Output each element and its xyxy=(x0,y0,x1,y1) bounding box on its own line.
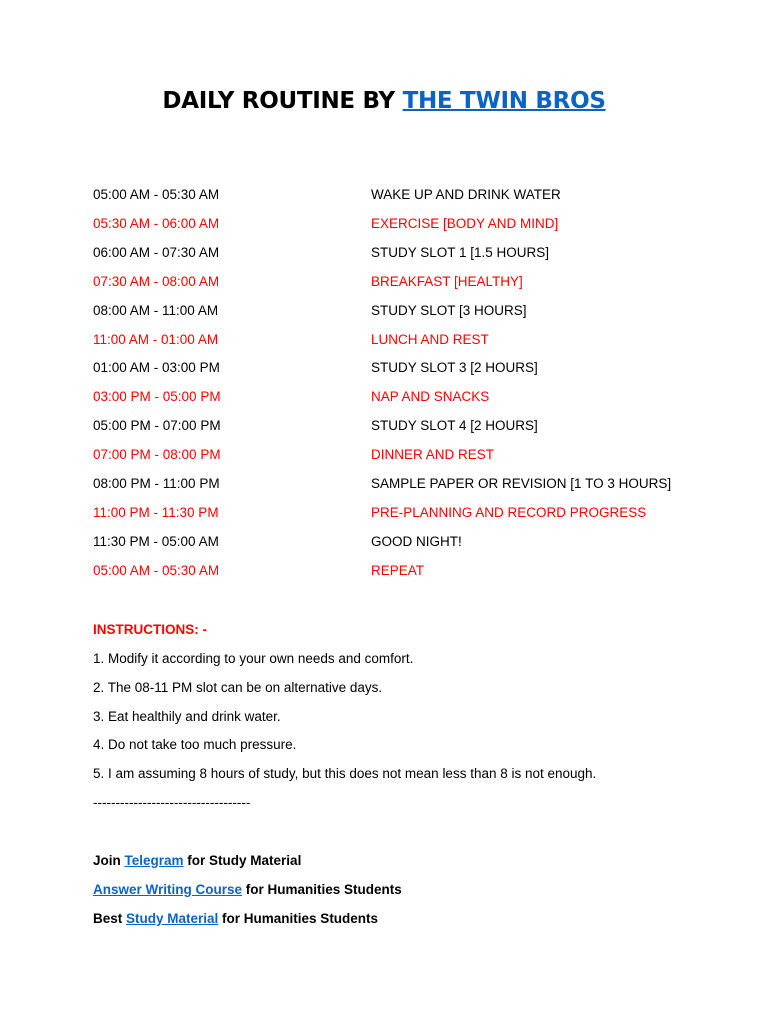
title-prefix: DAILY ROUTINE BY xyxy=(162,88,403,114)
schedule-activity: LUNCH AND REST xyxy=(371,331,489,347)
schedule-activity: STUDY SLOT 1 [1.5 HOURS] xyxy=(371,244,550,260)
schedule-activity: WAKE UP AND DRINK WATER xyxy=(371,187,561,202)
schedule-time: 03:00 PM - 05:00 PM xyxy=(93,389,221,405)
schedule-activity: REPEAT xyxy=(371,562,425,578)
course-promo-after: for Humanities Students xyxy=(242,882,402,897)
schedule-time: 05:00 AM - 05:30 AM xyxy=(93,562,220,578)
schedule-time: 11:00 AM - 01:00 AM xyxy=(93,331,219,347)
schedule-activity: BREAKFAST [HEALTHY] xyxy=(371,273,523,289)
telegram-promo-before: Join xyxy=(93,853,125,868)
telegram-link[interactable]: Telegram xyxy=(124,853,184,868)
schedule-activity: STUDY SLOT 4 [2 HOURS] xyxy=(371,418,538,434)
instruction-item-3: 3. Eat healthily and drink water. xyxy=(93,709,281,724)
instructions-heading: INSTRUCTIONS: - xyxy=(93,622,207,637)
instruction-item-5: 5. I am assuming 8 hours of study, but this does not mean less than 8 is not enough. xyxy=(93,766,597,781)
answer-writing-course-link[interactable]: Answer Writing Course xyxy=(93,882,243,897)
schedule-time: 08:00 PM - 11:00 PM xyxy=(93,476,220,491)
schedule-activity: DINNER AND REST xyxy=(371,447,495,463)
divider: ----------------------------------- xyxy=(93,795,251,810)
schedule-time: 08:00 AM - 11:00 AM xyxy=(93,302,219,318)
telegram-promo-after: for Study Material xyxy=(183,853,302,868)
schedule-activity: STUDY SLOT 3 [2 HOURS] xyxy=(371,360,538,376)
schedule-activity: PRE-PLANNING AND RECORD PROGRESS xyxy=(371,504,647,520)
schedule-time: 11:30 PM - 05:00 AM xyxy=(93,533,219,549)
material-promo xyxy=(93,909,378,929)
schedule-time: 06:00 AM - 07:30 AM xyxy=(93,244,220,260)
schedule-time: 11:00 PM - 11:30 PM xyxy=(93,504,219,520)
schedule-activity: NAP AND SNACKS xyxy=(371,389,490,405)
instruction-item-2: 2. The 08-11 PM slot can be on alternative days. xyxy=(93,680,383,695)
schedule-time: 07:30 AM - 08:00 AM xyxy=(93,273,220,289)
schedule-time: 05:00 PM - 07:00 PM xyxy=(93,418,221,434)
schedule-activity: STUDY SLOT [3 HOURS] xyxy=(371,302,527,318)
schedule-time: 07:00 PM - 08:00 PM xyxy=(93,447,221,463)
telegram-promo xyxy=(93,851,301,871)
material-promo-before: Best xyxy=(93,911,127,926)
schedule-time: 01:00 AM - 03:00 PM xyxy=(93,360,220,376)
page-title xyxy=(0,88,768,114)
brand-link[interactable]: THE TWIN BROS xyxy=(402,88,606,114)
schedule-time: 05:00 AM - 05:30 AM xyxy=(93,187,220,202)
schedule-activity: EXERCISE [BODY AND MIND] xyxy=(371,215,559,231)
material-promo-after: for Humanities Students xyxy=(218,911,379,926)
study-material-link[interactable]: Study Material xyxy=(126,911,219,926)
course-promo xyxy=(93,880,402,900)
schedule-activity: SAMPLE PAPER OR REVISION [1 TO 3 HOURS] xyxy=(371,476,672,491)
schedule-activity: GOOD NIGHT! xyxy=(371,533,462,549)
schedule-time: 05:30 AM - 06:00 AM xyxy=(93,215,220,231)
instruction-item-4: 4. Do not take too much pressure. xyxy=(93,737,297,752)
instruction-item-1: 1. Modify it according to your own needs and comfort. xyxy=(93,651,414,666)
